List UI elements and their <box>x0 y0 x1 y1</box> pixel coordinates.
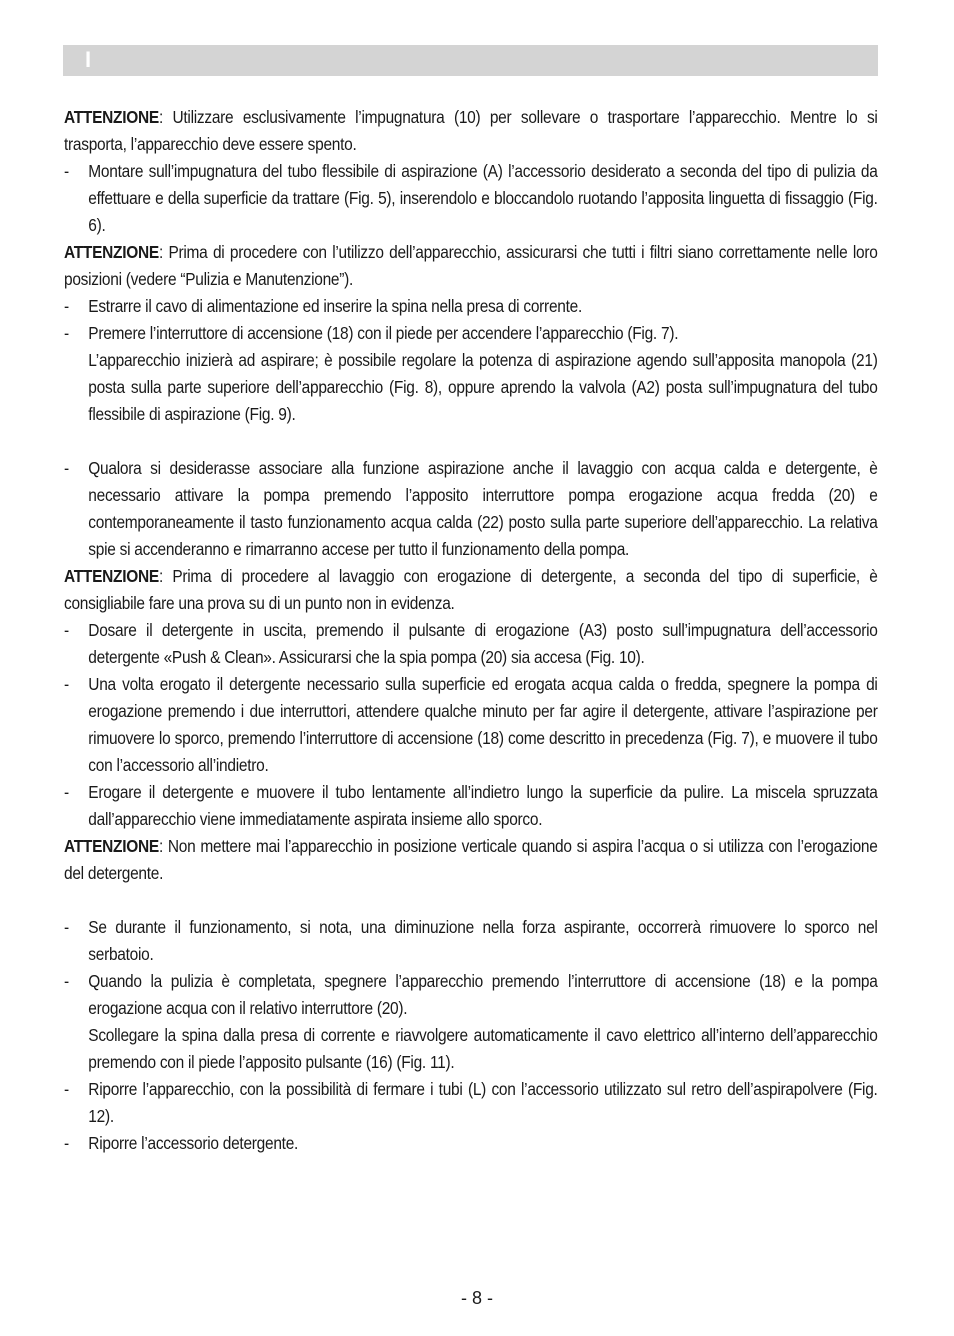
page-number: - 8 - <box>460 1288 493 1308</box>
list-item-text: Erogare il detergente e muovere il tubo lentamente all’indietro lungo la superficie da pulire. La miscela spruzzata dall’apparecchio viene immediatamente aspirata insieme allo sporco. <box>88 782 878 829</box>
list-dash: - <box>64 1133 69 1153</box>
language-letter: I <box>85 47 92 72</box>
warning-paragraph <box>64 833 878 887</box>
list-item-continuation: Scollegare la spina dalla presa di corrente e riavvolgere automaticamente il cavo elettrico all’interno dell’apparecchio premendo con il piede l’apposito pulsante (16) (Fig. 11). <box>88 1025 878 1072</box>
warning-text: : Prima di procedere con l’utilizzo dell’apparecchio, assicurarsi che tutti i filtri siano correttamente nelle loro posizioni (vedere “Pulizia e Manutenzione”). <box>64 242 878 289</box>
list-dash: - <box>64 917 69 937</box>
list-dash: - <box>64 620 69 640</box>
list-dash: - <box>64 971 69 991</box>
warning-text: : Prima di procedere al lavaggio con erogazione di detergente, a seconda del tipo di superficie, è consigliabile fare una prova su di un punto non in evidenza. <box>64 566 878 613</box>
list-dash: - <box>64 1079 69 1099</box>
warning-label: ATTENZIONE <box>64 836 159 856</box>
list-item-text: Montare sull’impugnatura del tubo flessibile di aspirazione (A) l’accessorio desiderato a seconda del tipo di pulizia da effettuare e della superficie da trattare (Fig. 5), inserendolo e bloccandolo ruotando l’apposita linguetta di fissaggio (Fig. 6). <box>88 161 878 235</box>
list-item <box>64 779 878 833</box>
list-item <box>64 671 878 779</box>
list-dash: - <box>64 323 69 343</box>
list-dash: - <box>64 296 69 316</box>
list-item-text: Quando la pulizia è completata, spegnere l’apparecchio premendo l’interruttore di accensione (18) e la pompa erogazione acqua con il relativo interruttore (20). <box>88 971 878 1018</box>
list-item-text: Qualora si desiderasse associare alla funzione aspirazione anche il lavaggio con acqua calda e detergente, è necessario attivare la pompa premendo l’apposito interruttore pompa erogazione acqua fredda (20) e contemporaneamente il tasto funzionamento acqua calda (22) posto sulla parte superiore dell’apparecchio. La relativa spie si accenderanno e rimarranno accese per tutto il funzionamento della pompa. <box>88 458 878 559</box>
list-dash: - <box>64 674 69 694</box>
warning-text: : Non mettere mai l’apparecchio in posizione verticale quando si aspira l’acqua o si utilizza con l’erogazione del detergente. <box>64 836 878 883</box>
list-dash: - <box>64 782 69 802</box>
list-item-text: Dosare il detergente in uscita, premendo il pulsante di erogazione (A3) posto sull’impugnatura dell’accessorio detergente «Push & Clean». Assicurarsi che la spia pompa (20) sia accesa (Fig. 10). <box>88 620 878 667</box>
list-item-text: Se durante il funzionamento, si nota, una diminuzione nella forza aspirante, occorrerà rimuovere lo sporco nel serbatoio. <box>88 917 878 964</box>
list-item <box>64 914 878 968</box>
list-item <box>64 158 878 239</box>
warning-text: : Utilizzare esclusivamente l’impugnatura (10) per sollevare o trasportare l’apparecchio. Mentre lo si trasporta, l’apparecchio deve essere spento. <box>64 107 878 154</box>
list-dash: - <box>64 458 69 478</box>
paragraph-gap <box>64 887 878 914</box>
language-header-bar <box>63 45 878 76</box>
warning-paragraph <box>64 239 878 293</box>
list-item-text: Estrarre il cavo di alimentazione ed inserire la spina nella presa di corrente. <box>88 296 583 316</box>
list-item-continuation: L’apparecchio inizierà ad aspirare; è possibile regolare la potenza di aspirazione agendo sull’apposita manopola (21) posta sulla parte superiore dell’apparecchio (Fig. 8), oppure aprendo la valvola (A2) posta sull’impugnatura del tubo flessibile di aspirazione (Fig. 9). <box>88 350 878 424</box>
list-item-text: Riporre l’apparecchio, con la possibilità di fermare i tubi (L) con l’accessorio utilizzato sul retro dell’aspirapolvere (Fig. 12). <box>88 1079 878 1126</box>
warning-label: ATTENZIONE <box>64 107 159 127</box>
list-item <box>64 1076 878 1130</box>
list-item <box>64 320 878 347</box>
warning-label: ATTENZIONE <box>64 566 159 586</box>
list-item-text: Una volta erogato il detergente necessario sulla superficie ed erogata acqua calda o fredda, spegnere la pompa di erogazione premendo i due interruttori, attendere qualche minuto per far agire il detergente, attivare l’aspirazione per rimuovere lo sporco, premendo l’interruttore di accensione (18) come descritto in precedenza (Fig. 7), e muovere il tubo con l’accessorio all’indietro. <box>88 674 878 775</box>
warning-paragraph <box>64 563 878 617</box>
list-item-text: Riporre l’accessorio detergente. <box>88 1133 299 1153</box>
list-dash: - <box>64 161 69 181</box>
list-item <box>64 293 878 320</box>
list-item-text: Premere l’interruttore di accensione (18) con il piede per accendere l’apparecchio (Fig. 7). <box>88 323 679 343</box>
document-body <box>64 104 878 1157</box>
warning-paragraph <box>64 104 878 158</box>
list-item <box>64 1130 878 1157</box>
list-item <box>64 455 878 563</box>
list-item <box>64 968 878 1022</box>
paragraph-gap <box>64 428 878 455</box>
list-item <box>64 617 878 671</box>
warning-label: ATTENZIONE <box>64 242 159 262</box>
